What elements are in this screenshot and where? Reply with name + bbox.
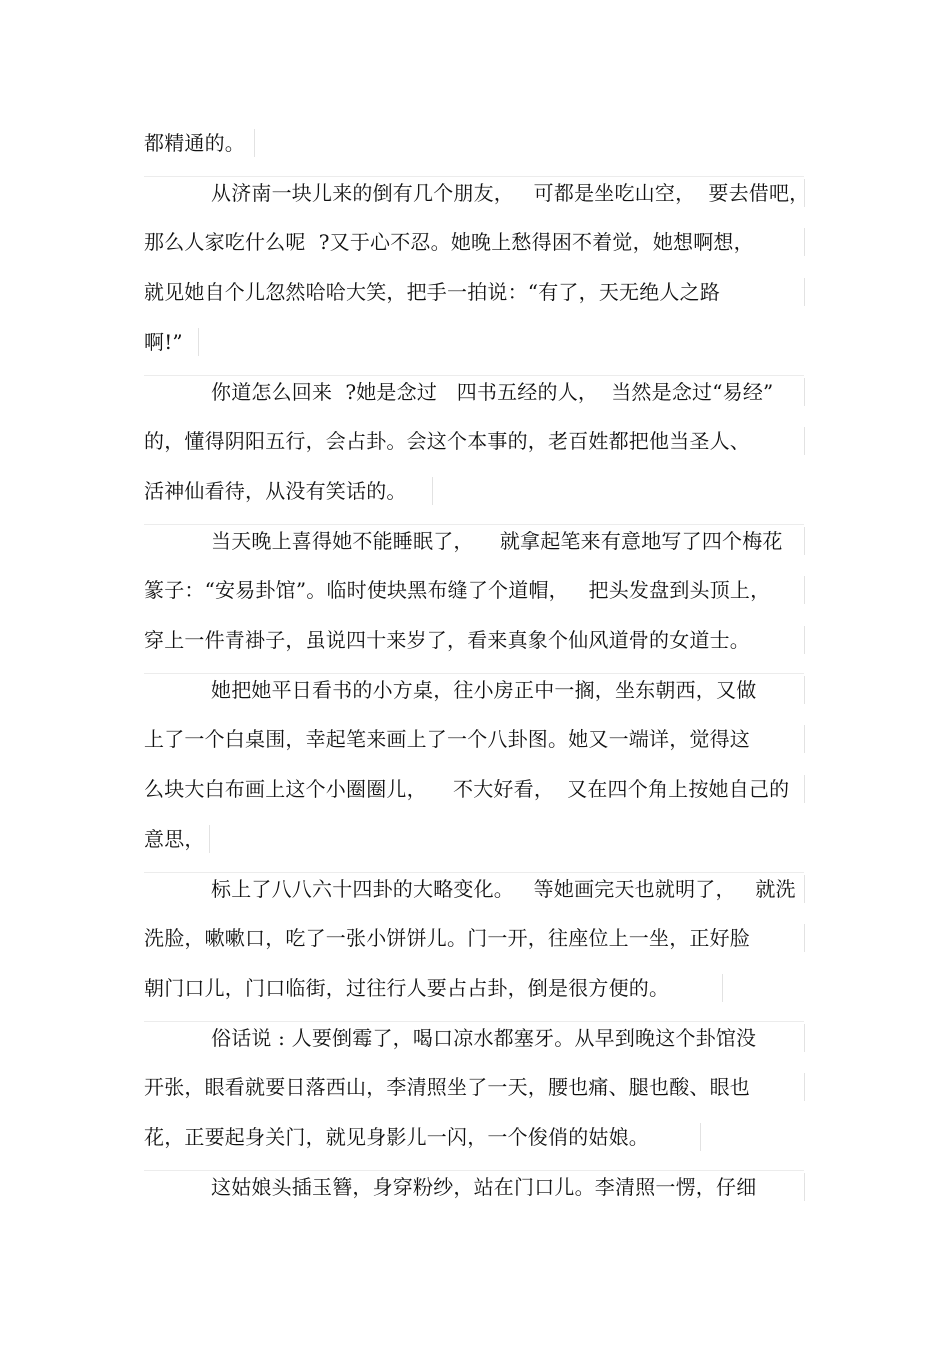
text-line: 从济南一块儿来的倒有几个朋友， 可都是坐吃山空， 要去借吧， (211, 181, 810, 205)
text-box-guide (254, 129, 255, 157)
text-box-guide (144, 1170, 804, 1171)
text-box-guide (804, 378, 805, 406)
text-box-guide (144, 1021, 804, 1022)
text-box-guide (804, 725, 805, 753)
text-line: 活神仙看待，从没有笑话的。 (144, 479, 407, 503)
text-line: 朝门口儿，门口临街，过往行人要占占卦，倒是很方便的。 (144, 976, 670, 1000)
text-line: 那么人家吃什么呢 ?又于心不忍。她晚上愁得困不着觉，她想啊想， (144, 230, 754, 254)
text-line: 你道怎么回来 ?她是念过 四书五经的人， 当然是念过“易经” (211, 380, 774, 404)
text-box-guide (804, 676, 805, 704)
text-box-guide (804, 228, 805, 256)
text-line: 当天晚上喜得她不能睡眠了， 就拿起笔来有意地写了四个梅花 (211, 529, 783, 553)
text-box-guide (700, 1123, 701, 1151)
text-line: 开张，眼看就要日落西山，李清照坐了一天，腰也痛、腿也酸、眼也 (144, 1075, 750, 1099)
text-box-guide (804, 527, 805, 555)
text-box-guide (804, 1024, 805, 1052)
text-line: 意思， (144, 827, 205, 851)
text-line: 就见她自个儿忽然哈哈大笑，把手一拍说：“有了，天无绝人之路 (144, 280, 721, 304)
text-box-guide (209, 825, 210, 853)
text-box-guide (432, 477, 433, 505)
text-line: 的，懂得阴阳五行，会占卦。会这个本事的，老百姓都把他当圣人、 (144, 429, 750, 453)
text-box-guide (804, 278, 805, 306)
text-box-guide (804, 775, 805, 803)
text-box-guide (804, 576, 805, 604)
text-line: 上了一个白桌围，幸起笔来画上了一个八卦图。她又一端详，觉得这 (144, 727, 750, 751)
text-box-guide (804, 179, 805, 207)
text-box-guide (804, 1073, 805, 1101)
text-box-guide (722, 974, 723, 1002)
text-box-guide (804, 924, 805, 952)
text-line: 么块大白布画上这个小圈圈儿， 不大好看， 又在四个角上按她自己的 (144, 777, 790, 801)
text-box-guide (804, 875, 805, 903)
text-box-guide (144, 673, 804, 674)
text-box-guide (804, 427, 805, 455)
text-box-guide (144, 872, 804, 873)
text-line: 花，正要起身关门，就见身影儿一闪，一个俊俏的姑娘。 (144, 1125, 649, 1149)
text-line: 啊!” (144, 330, 183, 354)
text-box-guide (144, 524, 804, 525)
text-line: 篆子：“安易卦馆”。临时使块黑布缝了个道帽， 把头发盘到头顶上， (144, 578, 771, 602)
text-line: 都精通的。 (144, 131, 245, 155)
text-line: 这姑娘头插玉簪，身穿粉纱，站在门口儿。李清照一愣，仔细 (211, 1175, 757, 1199)
text-line: 她把她平日看书的小方桌，往小房正中一搁，坐东朝西，又做 (211, 678, 757, 702)
text-box-guide (144, 176, 804, 177)
text-line: 俗话说 : 人要倒霉了，喝口凉水都塞牙。从早到晚这个卦馆没 (211, 1026, 757, 1050)
text-line: 洗脸，嗽嗽口，吃了一张小饼饼儿。门一开，往座位上一坐，正好脸 (144, 926, 750, 950)
text-box-guide (144, 375, 804, 376)
text-box-guide (804, 1173, 805, 1201)
text-box-guide (804, 626, 805, 654)
text-line: 标上了八八六十四卦的大略变化。 等她画完天也就明了， 就洗 (211, 877, 796, 901)
text-line: 穿上一件青褂子，虽说四十来岁了，看来真象个仙风道骨的女道士。 (144, 628, 750, 652)
text-box-guide (198, 328, 199, 356)
